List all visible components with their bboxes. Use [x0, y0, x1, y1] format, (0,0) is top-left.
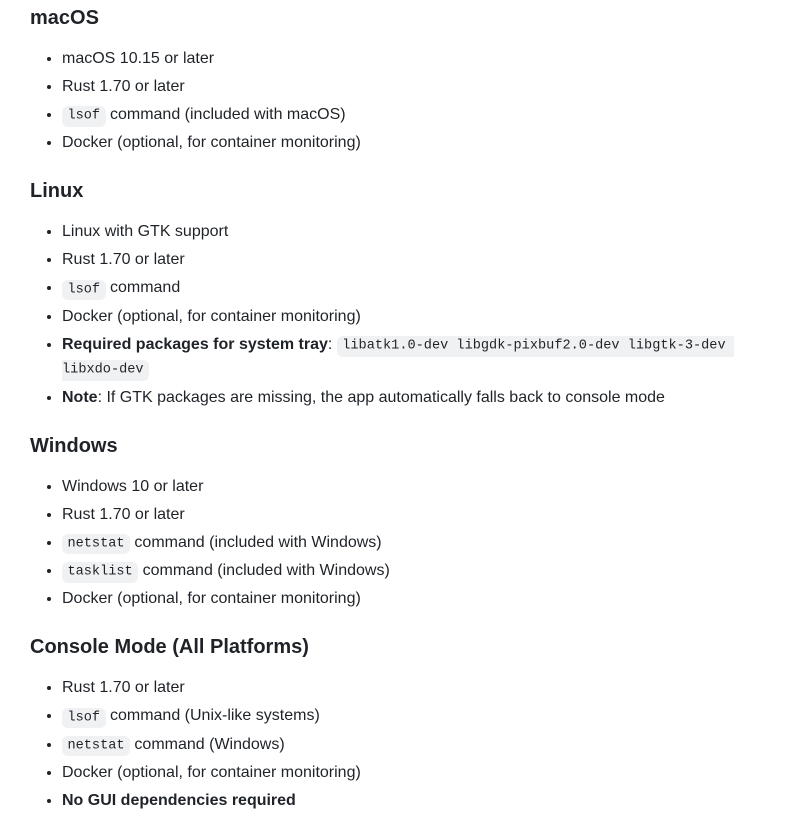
requirement-item [62, 503, 786, 527]
requirements-list [30, 47, 786, 155]
inline-code: libatk1.0-dev libgdk-pixbuf2.0-dev libgtk-3-dev libxdo-dev [62, 336, 734, 381]
text-span: Docker (optional, for container monitoring) [62, 134, 361, 152]
text-span: : [327, 335, 337, 353]
requirement-item [62, 131, 786, 155]
text-span: command [105, 279, 181, 297]
section-windows [30, 434, 786, 612]
requirement-item [62, 47, 786, 71]
requirement-item [62, 103, 786, 127]
section-title-linux: Linux [30, 180, 84, 203]
requirements-list [30, 475, 786, 612]
bold-text: Note [62, 388, 98, 406]
requirement-item [62, 305, 786, 329]
text-span: Rust 1.70 or later [62, 78, 185, 95]
requirement-item [62, 333, 786, 382]
bold-text: No GUI dependencies required [62, 792, 296, 810]
requirement-item [62, 789, 786, 813]
text-span: Windows 10 or later [62, 477, 204, 495]
requirement-item [62, 220, 786, 244]
requirement-item [62, 248, 786, 272]
requirement-item [62, 386, 786, 410]
text-span: Rust 1.70 or later [62, 251, 185, 269]
section-console-mode [30, 635, 786, 813]
requirement-item [62, 676, 786, 700]
section-linux [30, 179, 786, 409]
requirement-item [62, 761, 786, 785]
requirement-item [62, 587, 786, 611]
requirement-item [62, 75, 786, 99]
requirement-item [62, 559, 786, 583]
requirement-item [62, 733, 786, 757]
text-span: command (included with Windows) [138, 561, 390, 579]
inline-code: lsof [62, 106, 106, 126]
section-title-windows: Windows [30, 434, 118, 457]
requirements-list [30, 676, 786, 813]
text-span: Rust 1.70 or later [62, 679, 185, 697]
inline-code: lsof [62, 708, 106, 728]
requirement-item [62, 531, 786, 555]
requirement-item [62, 276, 786, 300]
requirement-item [62, 704, 786, 728]
text-span: command (Unix-like systems) [105, 707, 320, 725]
text-span: Linux with GTK support [62, 223, 229, 241]
inline-code: netstat [62, 534, 130, 554]
text-span: command (Windows) [129, 735, 285, 753]
text-span: macOS 10.15 or later [62, 50, 215, 67]
text-span: Rust 1.70 or later [62, 505, 185, 523]
text-span: command (included with macOS) [105, 106, 346, 123]
inline-code: tasklist [62, 562, 138, 582]
text-span: Docker (optional, for container monitoring) [62, 764, 361, 782]
requirement-item [62, 475, 786, 499]
requirements-list [30, 220, 786, 409]
section-title-console-mode: Console Mode (All Platforms) [30, 636, 309, 659]
section-macos [30, 6, 786, 155]
inline-code: netstat [62, 736, 130, 756]
text-span: Docker (optional, for container monitoring) [62, 590, 361, 608]
section-title-macos: macOS [30, 7, 99, 29]
inline-code: lsof [62, 280, 106, 300]
text-span: command (included with Windows) [129, 533, 382, 551]
text-span: : If GTK packages are missing, the app automatically falls back to console mode [97, 388, 665, 406]
bold-text: Required packages for system tray [62, 335, 328, 353]
text-span: Docker (optional, for container monitoring) [62, 307, 361, 325]
